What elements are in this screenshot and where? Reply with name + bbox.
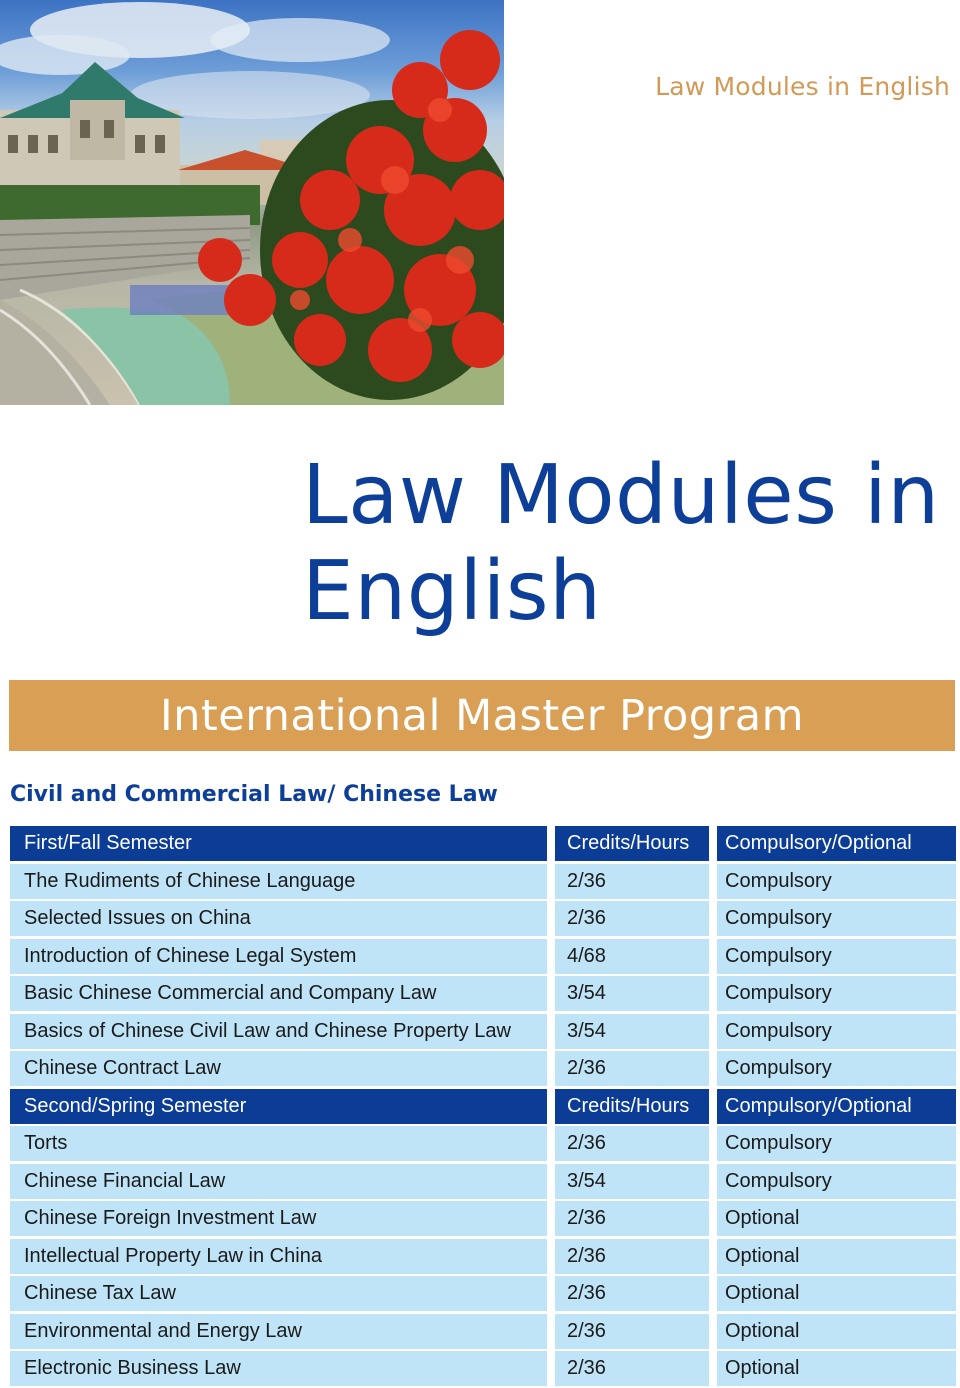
- table-row: [10, 901, 956, 939]
- status-cell: Compulsory/Optional: [717, 826, 956, 861]
- table-row: [10, 1126, 956, 1164]
- credits-cell: 2/36: [555, 864, 709, 899]
- credits-cell: 2/36: [555, 1351, 709, 1386]
- status-cell: Compulsory: [717, 864, 956, 899]
- status-cell: Optional: [717, 1239, 956, 1274]
- table-row: [10, 939, 956, 977]
- course-cell: Introduction of Chinese Legal System: [10, 939, 547, 974]
- course-cell: Basics of Chinese Civil Law and Chinese Property Law: [10, 1014, 547, 1049]
- status-cell: Optional: [717, 1351, 956, 1386]
- table-row: [10, 1051, 956, 1089]
- course-cell: Second/Spring Semester: [10, 1089, 547, 1124]
- course-cell: Basic Chinese Commercial and Company Law: [10, 976, 547, 1011]
- status-cell: Compulsory: [717, 976, 956, 1011]
- credits-cell: 2/36: [555, 1314, 709, 1349]
- semester-header-row: [10, 1089, 956, 1127]
- semester-header-row: [10, 826, 956, 864]
- course-cell: Electronic Business Law: [10, 1351, 547, 1386]
- course-cell: The Rudiments of Chinese Language: [10, 864, 547, 899]
- status-cell: Compulsory/Optional: [717, 1089, 956, 1124]
- status-cell: Compulsory: [717, 1126, 956, 1161]
- credits-cell: 4/68: [555, 939, 709, 974]
- credits-cell: 3/54: [555, 1014, 709, 1049]
- table-row: [10, 1314, 956, 1352]
- campus-photo: [0, 0, 504, 405]
- status-cell: Optional: [717, 1276, 956, 1311]
- course-cell: Torts: [10, 1126, 547, 1161]
- course-cell: Intellectual Property Law in China: [10, 1239, 547, 1274]
- banner-text: International Master Program: [159, 690, 805, 741]
- status-cell: Compulsory: [717, 1164, 956, 1199]
- credits-cell: 2/36: [555, 1239, 709, 1274]
- section-subtitle: Civil and Commercial Law/ Chinese Law: [10, 782, 498, 807]
- status-cell: Compulsory: [717, 1051, 956, 1086]
- header-tag: Law Modules in English: [655, 72, 950, 101]
- table-row: [10, 1351, 956, 1388]
- credits-cell: 2/36: [555, 901, 709, 936]
- credits-cell: 2/36: [555, 1051, 709, 1086]
- credits-cell: 2/36: [555, 1201, 709, 1236]
- status-cell: Optional: [717, 1314, 956, 1349]
- title-line-2: English: [302, 544, 602, 639]
- credits-cell: 3/54: [555, 1164, 709, 1199]
- title-line-1: Law Modules in: [302, 448, 940, 543]
- status-cell: Optional: [717, 1201, 956, 1236]
- credits-cell: 2/36: [555, 1276, 709, 1311]
- table-row: [10, 1201, 956, 1239]
- course-cell: Selected Issues on China: [10, 901, 547, 936]
- course-table: [10, 826, 956, 1388]
- program-banner: [9, 680, 955, 751]
- course-cell: Chinese Contract Law: [10, 1051, 547, 1086]
- credits-cell: 2/36: [555, 1126, 709, 1161]
- course-cell: Chinese Financial Law: [10, 1164, 547, 1199]
- status-cell: Compulsory: [717, 1014, 956, 1049]
- course-cell: Chinese Tax Law: [10, 1276, 547, 1311]
- table-row: [10, 864, 956, 902]
- credits-cell: 3/54: [555, 976, 709, 1011]
- table-row: [10, 1164, 956, 1202]
- table-row: [10, 1276, 956, 1314]
- course-cell: First/Fall Semester: [10, 826, 547, 861]
- course-cell: Environmental and Energy Law: [10, 1314, 547, 1349]
- status-cell: Compulsory: [717, 901, 956, 936]
- credits-cell: Credits/Hours: [555, 826, 709, 861]
- course-cell: Chinese Foreign Investment Law: [10, 1201, 547, 1236]
- table-row: [10, 1239, 956, 1277]
- table-row: [10, 1014, 956, 1052]
- credits-cell: Credits/Hours: [555, 1089, 709, 1124]
- page-title: [302, 448, 958, 640]
- table-row: [10, 976, 956, 1014]
- status-cell: Compulsory: [717, 939, 956, 974]
